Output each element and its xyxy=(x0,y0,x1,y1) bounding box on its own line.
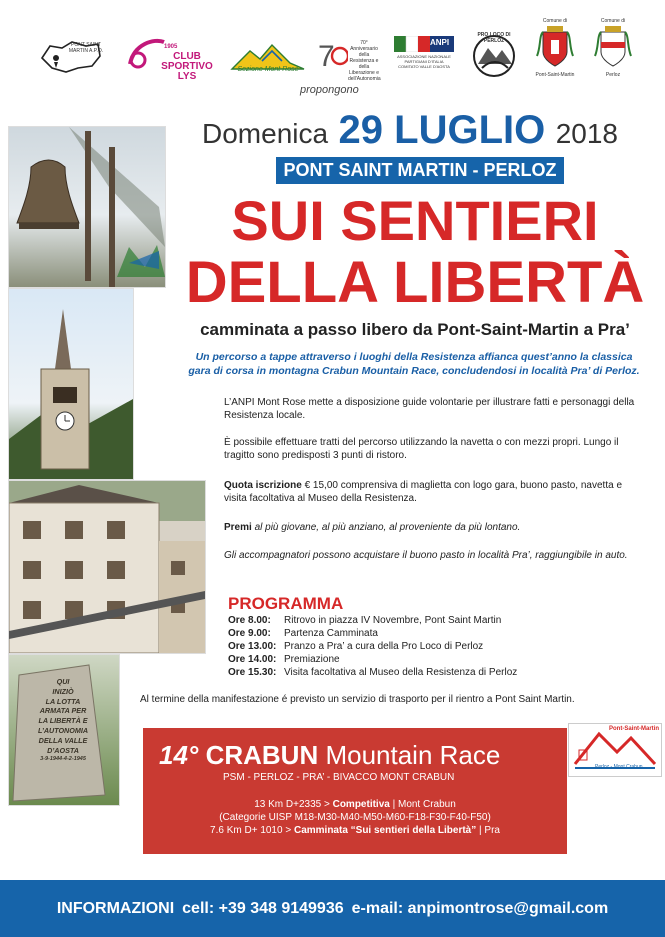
race-title xyxy=(159,740,500,771)
photo-clock-tower xyxy=(8,288,134,480)
plaque-line: D’AOSTA xyxy=(47,745,79,755)
logo-anpi xyxy=(394,34,454,78)
info-phone: cell: +39 348 9149936 xyxy=(182,899,344,917)
race-line3-bold: Camminata “Sui sentieri della Libertà” xyxy=(293,825,477,836)
photo-bell-tower xyxy=(8,126,166,288)
info-label: INFORMAZIONI xyxy=(56,899,175,917)
shuttle-paragraph: È possibile effettuare tratti del percorso utilizzando la navetta o con mezzi propri. Lungo il tragitto sono predisposti 3 punti di ristoro. xyxy=(224,437,619,461)
fee-text: € 15,00 comprensiva di maglietta con logo gara, buono pasto, navetta e visita facoltativa al Museo della Resistenza. xyxy=(224,480,623,504)
program-time: Ore 14.00: xyxy=(228,654,277,665)
race-line3-suffix: | Pra xyxy=(476,825,500,836)
event-date xyxy=(180,108,640,153)
date-year: 2018 xyxy=(555,118,618,149)
memorial-plaque-text xyxy=(25,677,101,765)
logo-club-sportivo-lys xyxy=(124,34,216,82)
comune2-name: Perloz xyxy=(605,72,621,78)
date-weekday: Domenica xyxy=(202,118,329,149)
info-footer xyxy=(0,880,665,937)
program-title: PROGRAMMA xyxy=(228,594,344,613)
race-logo xyxy=(568,723,662,777)
comune1-name: Pont-Saint-Martin xyxy=(535,72,575,78)
race-edition: 14° xyxy=(159,740,199,770)
plaque-line: 3-9-1944-4-2-1945 xyxy=(40,756,86,763)
anpi-name: ANPI xyxy=(430,38,450,47)
coat-of-arms-icon xyxy=(593,26,633,70)
race-line-competitive xyxy=(143,798,567,811)
place-banner: PONT SAINT MARTIN - PERLOZ xyxy=(276,157,564,184)
race-details xyxy=(143,798,567,837)
comune2-label: Comune di xyxy=(600,18,626,24)
date-day-month: 29 LUGLIO xyxy=(338,108,546,152)
program-row xyxy=(228,666,517,679)
program-text: Premiazione xyxy=(284,654,340,665)
logo-pro-loco-perloz xyxy=(466,30,522,80)
race-line-walk xyxy=(143,824,567,837)
anpi-caption: ASSOCIAZIONE NAZIONALE PARTIGIANI D'ITALIA COMITATO VALLE D'AOSTA xyxy=(397,54,451,69)
prizes-text: al più giovane, al più anziano, al proveniente da più lontano. xyxy=(251,522,521,533)
club-sportivo-name: CLUB SPORTIVO LYS xyxy=(161,51,213,82)
anpi-sezione-caption: Sezione Mont Rose xyxy=(237,66,299,73)
info-email: e-mail: anpimontrose@gmail.com xyxy=(351,899,609,917)
program-time: Ore 15.30: xyxy=(228,667,277,678)
companions-paragraph: Gli accompagnatori possono acquistare il buono pasto in località Pra’, raggiungibile in auto. xyxy=(224,550,628,561)
program-text: Partenza Camminata xyxy=(284,628,378,639)
race-line1-suffix: | Mont Crabun xyxy=(389,799,456,810)
logo-pont-saint-martin xyxy=(38,36,104,76)
clock-tower-icon xyxy=(9,289,133,479)
race-line1-prefix: 13 Km D+2335 > xyxy=(254,799,333,810)
plaque-line: L’AUTONOMIA xyxy=(37,725,89,735)
guides-paragraph: L’ANPI Mont Rose mette a disposizione guide volontarie per illustrare fatti e personaggi della Resistenza locale. xyxy=(224,397,635,421)
program-text: Pranzo a Pra’ a cura della Pro Loco di Perloz xyxy=(284,641,484,652)
program-text: Visita facoltativa al Museo della Resistenza di Perloz xyxy=(284,667,518,678)
program-row xyxy=(228,614,501,627)
event-title-line1: SUI SENTIERI xyxy=(231,189,599,252)
pro-loco-caption: PRO LOCO DI PERLOZ xyxy=(477,32,511,44)
race-line-categories: (Categorie UISP M18-M30-M40-M50-M60-F18-F30-F40-F50) xyxy=(219,812,491,823)
race-logo-bottom: Perloz - Mont Crabun xyxy=(595,764,643,770)
race-line1-bold: Competitiva xyxy=(332,799,390,810)
race-logo-top: Pont-Saint-Martin xyxy=(609,726,659,732)
event-subtitle: camminata a passo libero da Pont-Saint-Martin a Pra’ xyxy=(200,320,630,339)
closing-note: Al termine della manifestazione é previsto un servizio di trasporto per il rientro a Pont Saint Martin. xyxy=(140,694,575,705)
race-route: PSM - PERLOZ - PRA’ - BIVACCO MONT CRABUN xyxy=(223,772,455,783)
bell-icon xyxy=(9,127,165,287)
pont-saint-martin-caption: PONT SAINT MARTIN A.P.O. xyxy=(68,42,104,54)
program-time: Ore 13.00: xyxy=(228,641,277,652)
prizes-paragraph xyxy=(224,521,644,534)
plaque-line: INIZIÒ xyxy=(52,686,74,696)
photo-memorial-stone xyxy=(8,654,120,806)
logo-comune-pont-saint-martin xyxy=(530,18,580,82)
logo-anpi-mont-rose xyxy=(228,36,308,78)
race-name-bold: CRABUN xyxy=(205,740,319,770)
comune1-label: Comune di xyxy=(542,18,568,24)
plaque-line: LA LOTTA xyxy=(45,696,81,706)
coat-of-arms-icon xyxy=(535,26,575,70)
intro-paragraph: Un percorso a tappe attraverso i luoghi della Resistenza affianca quest’anno la classica gara di corsa in montagna Crabun Mountain Race, concludendosi in località Pra’ di Perloz. xyxy=(188,351,640,377)
program-time: Ore 9.00: xyxy=(228,628,271,639)
logo-70-anniversary xyxy=(318,34,381,82)
seventy-anniversary-icon xyxy=(318,36,348,72)
club-sportivo-year: 1905 xyxy=(164,44,178,50)
photo-village-houses xyxy=(8,480,206,654)
plaque-line: QUI xyxy=(56,677,70,686)
anniversary-caption: 70° Anniversario della Resistenza e della Liberazione e dell'Autonomia xyxy=(348,40,381,82)
fee-paragraph xyxy=(224,479,644,505)
propongono-text: propongono xyxy=(300,84,359,96)
svg-text:7: 7 xyxy=(318,40,335,72)
program-text: Ritrovo in piazza IV Novembre, Pont Saint Martin xyxy=(284,615,502,626)
program-time: Ore 8.00: xyxy=(228,615,271,626)
program-row xyxy=(228,653,340,666)
program-row xyxy=(228,640,483,653)
program-row xyxy=(228,627,378,640)
houses-icon xyxy=(9,481,205,653)
race-line3-prefix: 7.6 Km D+ 1010 > xyxy=(210,825,294,836)
plaque-line: LA LIBERTÀ E xyxy=(38,716,88,726)
plaque-line: ARMATA PER xyxy=(39,706,87,716)
logo-comune-perloz xyxy=(588,18,638,82)
plaque-line: DELLA VALLE xyxy=(38,735,88,745)
prizes-label: Premi xyxy=(224,522,252,533)
race-name-rest: Mountain Race xyxy=(318,740,501,770)
fee-label: Quota iscrizione xyxy=(224,480,302,491)
race-box xyxy=(143,728,567,854)
event-title-line2: DELLA LIBERTÀ xyxy=(185,250,645,315)
